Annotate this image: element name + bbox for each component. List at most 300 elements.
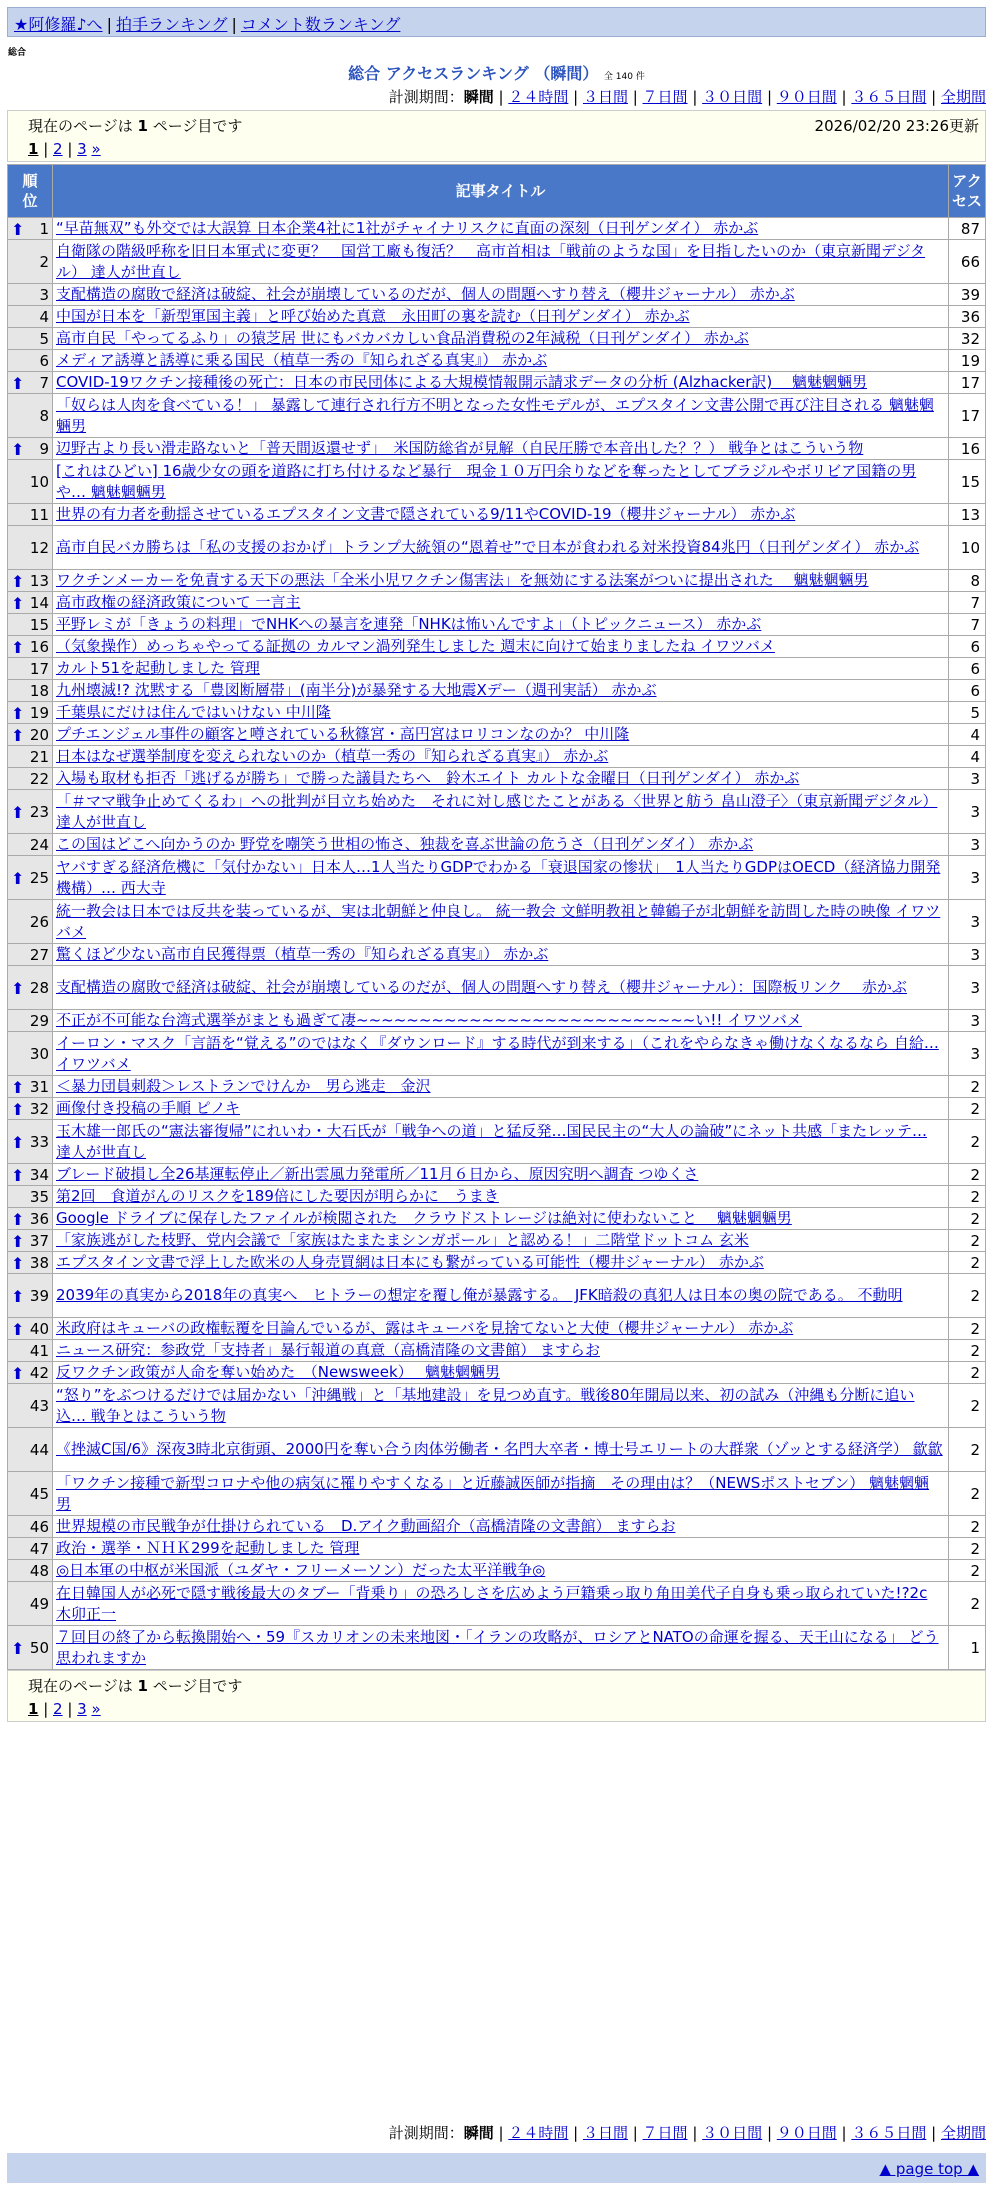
article-link[interactable]: 米政府はキューバの政権転覆を目論んでいるが、露はキューバを見捨てないと大使（櫻井ジャーナル） 赤かぶ <box>56 1319 794 1337</box>
title-header: 記事タイトル <box>53 165 949 218</box>
article-link[interactable]: 九州壊滅!? 沈黙する「豊図断層帯」(南半分)が暴発する大地震Xデー（週刊実話） 赤かぶ <box>56 681 657 699</box>
comment-ranking-link[interactable]: コメント数ランキング <box>240 15 401 34</box>
rank-number: 11 <box>29 505 49 524</box>
rank-number: 44 <box>29 1440 49 1459</box>
separator: | <box>687 88 703 106</box>
article-link[interactable]: イーロン・マスク「言語を“覚える”のではなく『ダウンロード』する時代が到来する」（これをやらなきゃ働けなくなるなら 自給… イワツバメ <box>56 1033 939 1073</box>
title-cell <box>53 680 949 702</box>
rank-number: 47 <box>29 1539 49 1558</box>
up-arrow-icon: ⬆ <box>11 637 25 657</box>
rank-number: 35 <box>29 1187 49 1206</box>
article-link[interactable]: 《挫滅C国/6》深夜3時北京街頭、2000円を奪い合う肉体労働者・名門大卒者・博士号エリートの大群衆（ゾッとする経済学） 歙歙 <box>56 1440 943 1458</box>
table-row <box>8 790 986 834</box>
access-count: 87 <box>949 218 986 240</box>
access-count: 15 <box>949 460 986 504</box>
separator: | <box>762 88 777 106</box>
table-row <box>8 856 986 900</box>
title-cell <box>53 460 949 504</box>
title-cell <box>53 1516 949 1538</box>
rank-number: 8 <box>39 406 49 425</box>
article-link[interactable]: 自衛隊の階級呼称を旧日本軍式に変更？ 国営工廠も復活？ 高市首相は「戦前のような国」を目指したいのか（東京新聞デジタル） 達人が世直し <box>56 241 926 281</box>
rank-cell <box>8 658 53 680</box>
rank-number: 23 <box>29 802 49 821</box>
title-cell <box>53 1274 949 1318</box>
access-count: 2 <box>949 1472 986 1516</box>
article-link[interactable]: ヤバすぎる経済危機に「気付かない」日本人…1人当たりGDPでわかる「衰退国家の惨状」 1人当たりGDPはOECD（経済協力開発機構）… 西大寺 <box>56 857 941 897</box>
period-link[interactable]: ３日間 <box>582 88 628 106</box>
rank-cell <box>8 1516 53 1538</box>
rank-number: 4 <box>39 307 49 326</box>
period-link[interactable]: ７日間 <box>642 2124 688 2142</box>
access-count: 3 <box>949 1032 986 1076</box>
title-cell <box>53 284 949 306</box>
separator: | <box>836 88 852 106</box>
period-link[interactable]: ３日間 <box>582 2124 628 2142</box>
access-count: 4 <box>949 746 986 768</box>
rank-number: 46 <box>29 1517 49 1536</box>
period-link[interactable]: ２４時間 <box>508 88 569 106</box>
title-cell <box>53 1340 949 1362</box>
period-link[interactable]: ９０日間 <box>776 88 837 106</box>
rank-cell <box>8 1384 53 1428</box>
table-row <box>8 834 986 856</box>
rank-cell <box>8 240 53 284</box>
up-arrow-icon: ⬆ <box>11 219 25 239</box>
rank-cell <box>8 856 53 900</box>
access-count: 2 <box>949 1164 986 1186</box>
access-count: 1 <box>949 1626 986 1670</box>
access-count: 6 <box>949 636 986 658</box>
rank-cell <box>8 526 53 570</box>
rank-number: 9 <box>39 439 49 458</box>
article-link[interactable]: 世界の有力者を動揺させているエプスタイン文書で隠されている9/11やCOVID-19（櫻井ジャーナル） 赤かぶ <box>56 505 796 523</box>
up-arrow-icon: ⬆ <box>11 1286 25 1306</box>
rank-cell <box>8 768 53 790</box>
title-cell <box>53 1098 949 1120</box>
article-link[interactable]: エプスタイン文書で浮上した欧米の人身売買網は日本にも繋がっている可能性（櫻井ジャーナル） 赤かぶ <box>56 1253 764 1271</box>
rank-header: 順 位 <box>8 165 53 218</box>
rank-number: 38 <box>29 1253 49 1272</box>
table-row <box>8 1076 986 1098</box>
table-row <box>8 372 986 394</box>
rank-number: 27 <box>29 945 49 964</box>
rank-number: 18 <box>29 681 49 700</box>
home-link[interactable]: ★阿修羅♪へ <box>14 15 103 34</box>
rank-cell <box>8 1626 53 1670</box>
article-link[interactable]: 2039年の真実から2018年の真実へ ヒトラーの想定を覆し俺が暴露する。 JFK暗殺の真犯人は日本の奥の院である。 不動明 <box>56 1286 903 1304</box>
rank-number: 28 <box>29 978 49 997</box>
rank-cell <box>8 1362 53 1384</box>
access-count: 3 <box>949 834 986 856</box>
article-link[interactable]: 政治・選挙・ＮＨＫ299を起動しました 管理 <box>56 1539 360 1557</box>
up-arrow-icon: ⬆ <box>11 1165 25 1185</box>
title-cell <box>53 438 949 460</box>
rank-cell <box>8 1340 53 1362</box>
article-link[interactable]: 辺野古より長い滑走路ないと「普天間返還せず」 米国防総省が見解（自民圧勝で本音出した？？） 戦争とはこういう物 <box>56 439 864 457</box>
updated-timestamp: 2026/02/20 23:26更新 <box>814 117 979 135</box>
access-count: 2 <box>949 1516 986 1538</box>
period-link[interactable]: ９０日間 <box>776 2124 837 2142</box>
clap-ranking-link[interactable]: 拍手ランキング <box>115 15 228 34</box>
rank-number: 1 <box>39 219 49 238</box>
article-link[interactable]: 「家族逃がした枝野、党内会議で「家族はたまたまシンガポール」と認める！」二階堂ドットコム 玄米 <box>56 1231 749 1249</box>
article-link[interactable]: “怒り”をぶつけるだけでは届かない「沖縄戦」と「基地建設」を見つめ直す。戦後80年開局以来、初の試み（沖縄も分断に追い込… 戦争とはこういう物 <box>56 1385 915 1425</box>
rank-number: 13 <box>29 571 49 590</box>
page-link[interactable]: » <box>91 140 101 158</box>
article-link[interactable]: 反ワクチン政策が人命を奪い始めた （Newsweek） 魑魅魍魎男 <box>56 1363 500 1381</box>
title-cell <box>53 1164 949 1186</box>
access-count: 3 <box>949 966 986 1010</box>
rank-number: 20 <box>29 725 49 744</box>
rank-number: 49 <box>29 1594 49 1613</box>
rank-cell <box>8 746 53 768</box>
access-count: 8 <box>949 570 986 592</box>
title-cell <box>53 1208 949 1230</box>
rank-number: 19 <box>29 703 49 722</box>
period-label: 計測期間： <box>388 88 464 106</box>
up-arrow-icon: ⬆ <box>11 1099 25 1119</box>
title-cell <box>53 1318 949 1340</box>
separator: | <box>926 2124 941 2142</box>
article-link[interactable]: 画像付き投稿の手順 ピノキ <box>56 1099 241 1117</box>
rank-number: 34 <box>29 1165 49 1184</box>
page-link[interactable]: 2 <box>53 1700 63 1718</box>
separator: | <box>493 88 509 106</box>
access-count: 10 <box>949 526 986 570</box>
table-row <box>8 1164 986 1186</box>
rank-cell <box>8 306 53 328</box>
article-link[interactable]: 平野レミが「きょうの料理」でNHKへの暴言を連発「NHKは怖いんですよ」（トピックニュース） 赤かぶ <box>56 615 762 633</box>
title-cell <box>53 526 949 570</box>
rank-number: 5 <box>39 329 49 348</box>
article-link[interactable]: 千葉県にだけは住んではいけない 中川隆 <box>56 703 331 721</box>
rank-cell <box>8 1032 53 1076</box>
period-link[interactable]: ７日間 <box>642 88 688 106</box>
rank-cell <box>8 702 53 724</box>
table-row <box>8 900 986 944</box>
title-cell <box>53 1362 949 1384</box>
article-link[interactable]: ニュース研究：参政党「支持者」暴行報道の真意（高橋清隆の文書館） ますらお <box>56 1341 601 1359</box>
title-cell <box>53 790 949 834</box>
table-row <box>8 240 986 284</box>
category-label: 総合 <box>8 48 27 58</box>
rank-number: 17 <box>29 659 49 678</box>
up-arrow-icon: ⬆ <box>11 571 25 591</box>
rank-number: 16 <box>29 637 49 656</box>
article-link[interactable]: ブレード破損し全26基運転停止／新出雲風力発電所／11月６日から、原因究明へ調査 つゆくさ <box>56 1165 699 1183</box>
title-cell <box>53 1186 949 1208</box>
title-cell <box>53 1560 949 1582</box>
rank-number: 30 <box>29 1044 49 1063</box>
article-link[interactable]: 支配構造の腐敗で経済は破綻、社会が崩壊しているのだが、個人の問題へすり替え（櫻井ジャーナル）：国際板リンク 赤かぶ <box>56 978 907 996</box>
rank-number: 37 <box>29 1231 49 1250</box>
table-row <box>8 328 986 350</box>
rank-number: 6 <box>39 351 49 370</box>
rank-cell <box>8 790 53 834</box>
rank-cell <box>8 1230 53 1252</box>
up-arrow-icon: ⬆ <box>11 1077 25 1097</box>
access-count: 2 <box>949 1274 986 1318</box>
bottom-bar <box>7 2153 986 2183</box>
page-status: 現在のページは 1 ページ目です <box>28 117 243 135</box>
rank-cell <box>8 1538 53 1560</box>
up-arrow-icon: ⬆ <box>11 373 25 393</box>
rank-number: 33 <box>29 1132 49 1151</box>
page-link[interactable]: » <box>91 1700 101 1718</box>
rank-cell <box>8 284 53 306</box>
article-link[interactable]: “早苗無双”も外交では大誤算 日本企業4社に1社がチャイナリスクに直面の深刻（日刊ゲンダイ） 赤かぶ <box>56 219 759 237</box>
table-row <box>8 1626 986 1670</box>
count-header: アク セス <box>949 165 986 218</box>
rank-cell <box>8 1252 53 1274</box>
article-link[interactable]: （気象操作）めっちゃやってる証拠の カルマン渦列発生しました 週末に向けて始まりましたね イワツバメ <box>56 637 775 655</box>
separator: | <box>926 88 941 106</box>
rank-cell <box>8 1208 53 1230</box>
table-row <box>8 636 986 658</box>
up-arrow-icon: ⬆ <box>11 1132 25 1152</box>
table-row <box>8 1384 986 1428</box>
article-link[interactable]: 中国が日本を「新型軍国主義」と呼び始めた真意 永田町の裏を読む（日刊ゲンダイ） 赤かぶ <box>56 307 690 325</box>
period-link[interactable]: ３６５日間 <box>851 2124 927 2142</box>
access-count: 17 <box>949 372 986 394</box>
separator: | <box>493 2124 509 2142</box>
article-link[interactable]: 高市自民「やってるふり」の猿芝居 世にもバカバカしい食品消費税の2年減税（日刊ゲンダイ） 赤かぶ <box>56 329 749 347</box>
rank-number: 10 <box>29 472 49 491</box>
up-arrow-icon: ⬆ <box>11 1231 25 1251</box>
rank-number: 43 <box>29 1396 49 1415</box>
current-page-number: 1 <box>137 117 148 135</box>
rank-number: 15 <box>29 615 49 634</box>
title-cell <box>53 218 949 240</box>
title-cell <box>53 350 949 372</box>
article-link[interactable]: 入場も取材も拒否「逃げるが勝ち」で勝った議員たちへ 鈴木エイト カルトな金曜日（日刊ゲンダイ） 赤かぶ <box>56 769 800 787</box>
table-row <box>8 1340 986 1362</box>
access-count: 36 <box>949 306 986 328</box>
rank-cell <box>8 1076 53 1098</box>
access-count: 17 <box>949 394 986 438</box>
article-link[interactable]: 支配構造の腐敗で経済は破綻、社会が崩壊しているのだが、個人の問題へすり替え（櫻井ジャーナル） 赤かぶ <box>56 285 795 303</box>
rank-cell <box>8 1318 53 1340</box>
rank-cell <box>8 944 53 966</box>
period-link[interactable]: 全期間 <box>940 2124 986 2142</box>
access-count: 3 <box>949 790 986 834</box>
separator: | <box>568 2124 583 2142</box>
article-link[interactable]: COVID-19ワクチン接種後の死亡：日本の市民団体による大規模情報開示請求データの分析 (Alzhacker訳) 魑魅魍魎男 <box>56 373 868 391</box>
access-count: 3 <box>949 1010 986 1032</box>
title-cell <box>53 636 949 658</box>
article-link[interactable]: 統一教会は日本では反共を装っているが、実は北朝鮮と仲良し。 統一教会 文鮮明教祖と韓鶴子が北朝鮮を訪問した時の映像 イワツバメ <box>56 901 941 941</box>
rank-cell <box>8 1010 53 1032</box>
article-link[interactable]: この国はどこへ向かうのか 野党を嘲笑う世相の怖さ、独裁を喜ぶ世論の危うさ（日刊ゲンダイ） 赤かぶ <box>56 835 754 853</box>
article-link[interactable]: 日本はなぜ選挙制度を変えられないのか（植草一秀の『知られざる真実』） 赤かぶ <box>56 747 609 765</box>
rank-number: 25 <box>29 868 49 887</box>
rank-cell <box>8 438 53 460</box>
article-link[interactable]: 「奴らは人肉を食べている！」 暴露して連行され行方不明となった女性モデルが、エプスタイン文書公開で再び注目される 魑魅魍魎男 <box>56 395 934 435</box>
rank-cell <box>8 592 53 614</box>
article-link[interactable]: ＜暴力団員刺殺＞レストランでけんか 男ら逃走 金沢 <box>56 1077 431 1095</box>
rank-cell <box>8 1428 53 1472</box>
separator: | <box>836 2124 852 2142</box>
rank-cell <box>8 1472 53 1516</box>
current-page-number: 1 <box>137 1677 148 1695</box>
article-link[interactable]: 驚くほど少ない高市自民獲得票（植草一秀の『知られざる真実』） 赤かぶ <box>56 945 549 963</box>
table-row <box>8 1318 986 1340</box>
access-count: 2 <box>949 1538 986 1560</box>
up-arrow-icon: ⬆ <box>11 802 25 822</box>
table-row <box>8 1186 986 1208</box>
rank-number: 48 <box>29 1561 49 1580</box>
title-cell <box>53 746 949 768</box>
table-row <box>8 1120 986 1164</box>
title-cell <box>53 328 949 350</box>
article-link[interactable]: [これはひどい] 16歳少女の頭を道路に打ち付けるなど暴行 現金１０万円余りなどを奪ったとしてブラジルやボリビア国籍の男や… 魑魅魍魎男 <box>56 461 917 501</box>
access-count: 2 <box>949 1340 986 1362</box>
pagination-bottom <box>7 1670 986 1722</box>
rank-number: 36 <box>29 1209 49 1228</box>
access-count: 6 <box>949 680 986 702</box>
table-row <box>8 504 986 526</box>
period-link[interactable]: ２４時間 <box>508 2124 569 2142</box>
article-link[interactable]: プチエンジェル事件の顧客と噂されている秋篠宮・高円宮はロリコンなのか？ 中川隆 <box>56 725 630 743</box>
rank-number: 29 <box>29 1011 49 1030</box>
article-link[interactable]: Google ドライブに保存したファイルが検閲された クラウドストレージは絶対に使わないこと 魑魅魍魎男 <box>56 1209 792 1227</box>
table-row <box>8 1516 986 1538</box>
title-cell <box>53 614 949 636</box>
up-arrow-icon: ⬆ <box>11 868 25 888</box>
rank-cell <box>8 1582 53 1626</box>
access-count: 19 <box>949 350 986 372</box>
page-title-text: 総合 アクセスランキング （瞬間） <box>348 64 599 83</box>
period-link[interactable]: ３６５日間 <box>851 88 927 106</box>
separator: | <box>687 2124 703 2142</box>
table-row <box>8 1428 986 1472</box>
table-row <box>8 1252 986 1274</box>
access-count: 2 <box>949 1120 986 1164</box>
article-link[interactable]: 不正が不可能な台湾式選挙がまとも過ぎて凄~~~~~~~~~~~~~~~~~~~~~~~~~~~い!! イワツバメ <box>56 1011 802 1029</box>
title-cell <box>53 834 949 856</box>
article-link[interactable]: ワクチンメーカーを免責する天下の悪法「全米小児ワクチン傷害法」を無効にする法案がついに提出された 魑魅魍魎男 <box>56 571 869 589</box>
table-row <box>8 460 986 504</box>
article-link[interactable]: 「＃ママ戦争止めてくるわ」への批判が目立ち始めた それに対し感じたことがある〈世界と舫う 畠山澄子〉（東京新聞デジタル） 達人が世直し <box>56 791 938 831</box>
separator: | <box>62 140 78 158</box>
article-link[interactable]: カルト51を起動しました 管理 <box>56 659 260 677</box>
period-current: 瞬間 <box>463 2124 494 2142</box>
rank-number: 22 <box>29 769 49 788</box>
article-link[interactable]: 第2回 食道がんのリスクを189倍にした要因が明らかに うまき <box>56 1187 499 1205</box>
table-row <box>8 1230 986 1252</box>
page-current: 1 <box>28 1700 39 1718</box>
rank-number: 32 <box>29 1099 49 1118</box>
access-count: 2 <box>949 1428 986 1472</box>
article-link[interactable]: 玉木雄一郎氏の“憲法審復帰”にれいわ・大石氏が「戦争への道」と猛反発…国民民主の“大人の論破”にネット共感「またレッテ… 達人が世直し <box>56 1121 927 1161</box>
rank-cell <box>8 680 53 702</box>
title-cell <box>53 1626 949 1670</box>
rank-cell <box>8 636 53 658</box>
access-count: 13 <box>949 504 986 526</box>
table-row <box>8 1098 986 1120</box>
article-link[interactable]: ◎日本軍の中枢が米国派（ユダヤ・フリーメーソン）だった太平洋戦争◎ <box>56 1561 546 1579</box>
table-row <box>8 1010 986 1032</box>
rank-number: 50 <box>29 1638 49 1657</box>
page-top-link[interactable]: ▲ page top ▲ <box>879 2160 979 2178</box>
page-link[interactable]: 2 <box>53 140 63 158</box>
rank-number: 24 <box>29 835 49 854</box>
rank-number: 2 <box>39 252 49 271</box>
rank-number: 31 <box>29 1077 49 1096</box>
article-link[interactable]: 「ワクチン接種で新型コロナや他の病気に罹りやすくなる」と近藤誠医師が指摘 その理由は？（NEWSポストセブン） 魑魅魍魎男 <box>56 1473 930 1513</box>
title-cell <box>53 1538 949 1560</box>
up-arrow-icon: ⬆ <box>11 1253 25 1273</box>
up-arrow-icon: ⬆ <box>11 725 25 745</box>
period-current: 瞬間 <box>463 88 494 106</box>
page-title <box>0 61 993 84</box>
rank-cell <box>8 328 53 350</box>
access-count: 3 <box>949 944 986 966</box>
table-row <box>8 746 986 768</box>
page-link[interactable]: 3 <box>77 1700 87 1718</box>
article-link[interactable]: ７回目の終了から転換開始へ・59『スカリオンの未来地図・「イランの攻略が、ロシアとNATOの命運を握る、天王山になる」 どう思われますか <box>56 1627 939 1667</box>
access-count: 7 <box>949 614 986 636</box>
access-count: 2 <box>949 1230 986 1252</box>
period-link[interactable]: 全期間 <box>940 88 986 106</box>
access-count: 3 <box>949 900 986 944</box>
period-link[interactable]: ３０日間 <box>702 2124 763 2142</box>
up-arrow-icon: ⬆ <box>11 703 25 723</box>
article-link[interactable]: 在日韓国人が必死で隠す戦後最大のタブー「背乗り」の恐ろしさを広めよう戸籍乗っ取り角田美代子自身も乗っ取られていた!?2c 木卯正一 <box>56 1583 928 1623</box>
title-cell <box>53 1582 949 1626</box>
table-row <box>8 570 986 592</box>
period-link[interactable]: ３０日間 <box>702 88 763 106</box>
article-link[interactable]: 高市自民バカ勝ちは「私の支援のおかげ」トランプ大統領の“恩着せ”で日本が食われる対米投資84兆円（日刊ゲンダイ） 赤かぶ <box>56 538 920 556</box>
title-cell <box>53 1472 949 1516</box>
table-row <box>8 1538 986 1560</box>
access-count: 2 <box>949 1318 986 1340</box>
rank-cell <box>8 1164 53 1186</box>
page-link[interactable]: 3 <box>77 140 87 158</box>
separator: | <box>762 2124 777 2142</box>
title-cell <box>53 658 949 680</box>
up-arrow-icon: ⬆ <box>11 978 25 998</box>
access-count: 6 <box>949 658 986 680</box>
access-count: 2 <box>949 1098 986 1120</box>
article-link[interactable]: メディア誘導と誘導に乗る国民（植草一秀の『知られざる真実』） 赤かぶ <box>56 351 548 369</box>
rank-cell <box>8 350 53 372</box>
up-arrow-icon: ⬆ <box>11 1209 25 1229</box>
access-count: 2 <box>949 1582 986 1626</box>
up-arrow-icon: ⬆ <box>11 1319 25 1339</box>
table-row <box>8 218 986 240</box>
title-cell <box>53 394 949 438</box>
rank-number: 41 <box>29 1341 49 1360</box>
table-row <box>8 966 986 1010</box>
table-row <box>8 350 986 372</box>
rank-cell <box>8 460 53 504</box>
table-row <box>8 944 986 966</box>
table-row <box>8 1582 986 1626</box>
rank-cell <box>8 966 53 1010</box>
title-cell <box>53 944 949 966</box>
table-row <box>8 592 986 614</box>
title-cell <box>53 768 949 790</box>
article-link[interactable]: 高市政権の経済政策について 一言主 <box>56 593 301 611</box>
title-cell <box>53 900 949 944</box>
article-link[interactable]: 世界規模の市民戦争が仕掛けられている D.アイク動画紹介（高橋清隆の文書館） ますらお <box>56 1517 676 1535</box>
rank-cell <box>8 570 53 592</box>
title-cell <box>53 724 949 746</box>
access-count: 2 <box>949 1384 986 1428</box>
table-row <box>8 702 986 724</box>
access-count: 2 <box>949 1076 986 1098</box>
